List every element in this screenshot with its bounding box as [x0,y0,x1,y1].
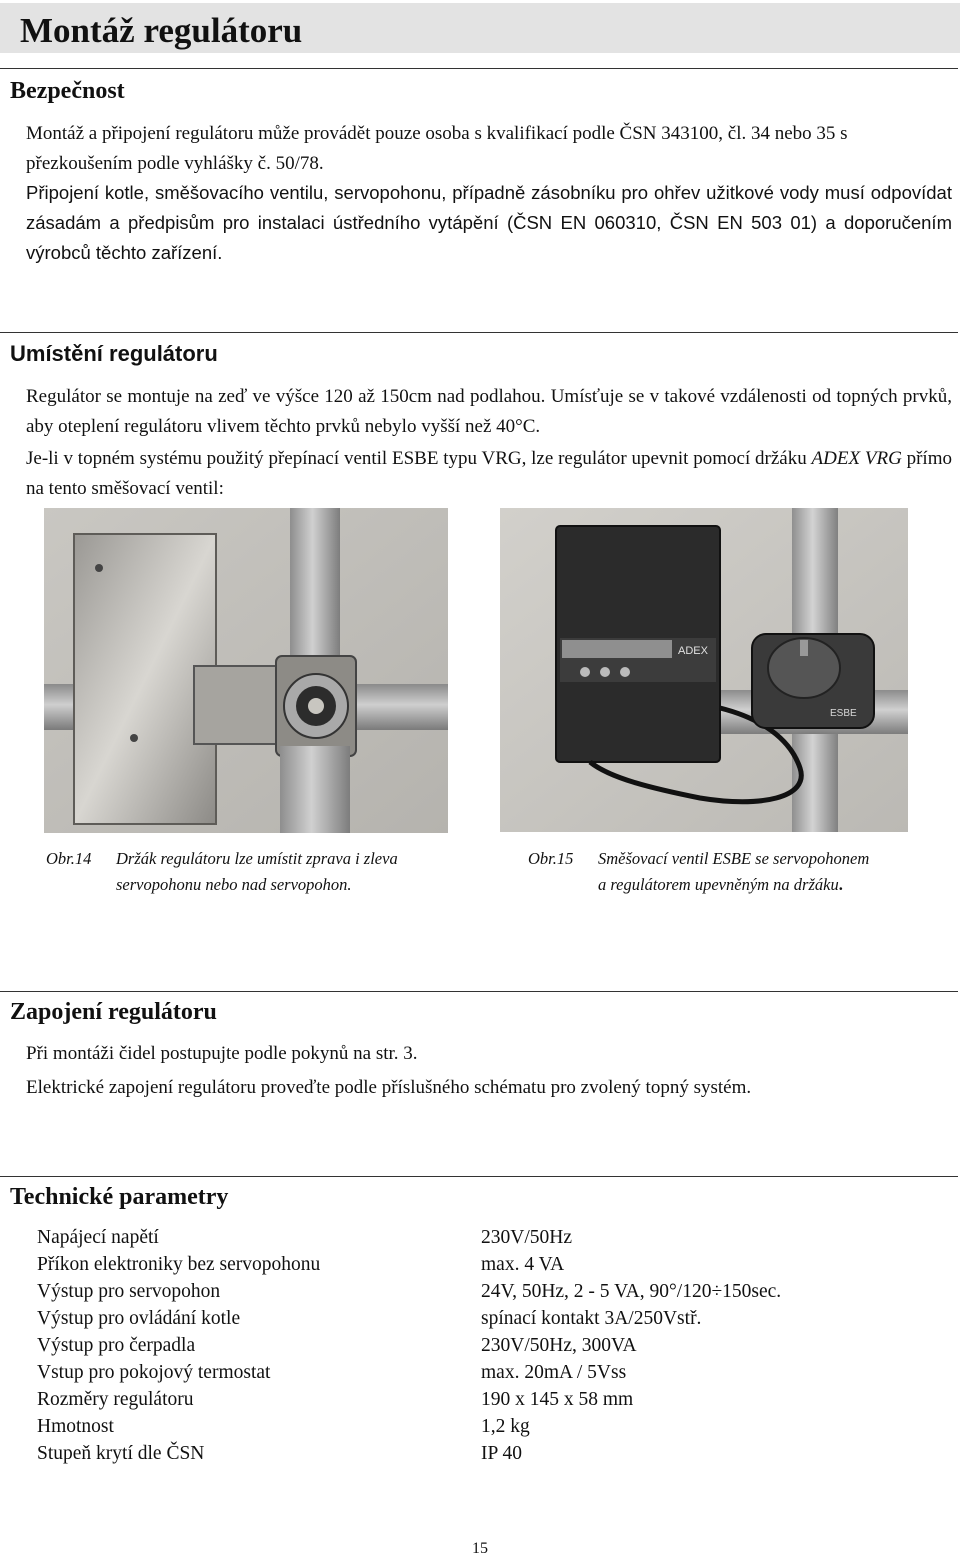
section-divider [0,332,958,333]
parameter-name: Rozměry regulátoru [37,1389,194,1410]
figure-15-caption [528,846,948,898]
parameter-row [37,1251,917,1278]
bracket-photo [44,508,448,833]
figure-14-line-1: Držák regulátoru lze umístit zprava i zleva [116,849,398,868]
placement-paragraph-1: Regulátor se montuje na zeď ve výšce 120 až 150cm nad podlahou. Umísťuje se v takové vzdálenosti od topných prvků, aby oteplení regulátoru vlivem těchto prvků nebylo vyšší než 40°C. [26,386,952,437]
bracket-model-name: ADEX VRG [811,448,902,469]
parameter-row [37,1359,917,1386]
figure-15-line-2-wrapper [598,872,948,898]
parameter-value: 230V/50Hz [481,1227,572,1248]
controller-photo [500,508,908,832]
parameter-value: max. 20mA / 5Vss [481,1362,627,1383]
parameter-row [37,1386,917,1413]
figure-15-line-2: a regulátorem upevněným na držáku [598,875,839,894]
parameter-value: 1,2 kg [481,1416,530,1437]
heading-tech: Technické parametry [10,1184,229,1210]
parameter-name: Hmotnost [37,1416,114,1437]
parameter-row [37,1413,917,1440]
parameter-value: 24V, 50Hz, 2 - 5 VA, 90°/120÷150sec. [481,1281,782,1302]
parameter-row [37,1305,917,1332]
figure-15-line-2-period: . [838,875,843,894]
section-divider [0,68,958,69]
parameter-value: spínací kontakt 3A/250Vstř. [481,1308,702,1329]
bracket-photo-image [44,508,448,833]
parameter-name: Stupeň krytí dle ČSN [37,1443,205,1464]
controller-photo-image [500,508,908,832]
figure-15-line-1: Směšovací ventil ESBE se servopohonem [598,849,870,868]
section-divider [0,1176,958,1177]
tech-parameters-table [37,1224,917,1467]
parameter-name: Výstup pro čerpadla [37,1335,196,1356]
parameter-row [37,1278,917,1305]
parameter-value: max. 4 VA [481,1254,565,1275]
parameter-value: IP 40 [481,1443,522,1464]
heading-safety: Bezpečnost [10,78,125,104]
safety-paragraph-1: Montáž a připojení regulátoru může provádět pouze osoba s kvalifikací podle ČSN 343100, čl. 34 nebo 35 s přezkoušením podle vyhlášky č. 50/78. [26,123,848,174]
placement-paragraph-2: Je-li v topném systému použitý přepínací ventil ESBE typu VRG, lze regulátor upevnit pomocí držáku ADEX VRG přímo na tento směšovací ventil: [26,448,952,499]
safety-paragraph-2: Připojení kotle, směšovacího ventilu, servopohonu, případně zásobníku pro ohřev užitkové vody musí odpovídat zásadám a předpisům pro instalaci ústředního vytápění (ČSN EN 060310, ČSN EN 503 01) a doporučením výrobců těchto zařízení. [26,182,952,263]
parameter-row [37,1332,917,1359]
parameter-name: Napájecí napětí [37,1227,159,1248]
wiring-paragraph-2: Elektrické zapojení regulátoru proveďte podle příslušného schématu pro zvolený topný systém. [26,1077,752,1098]
parameter-name: Výstup pro servopohon [37,1281,221,1302]
adex-logo: ADEX [678,645,708,657]
figure-15-number: Obr.15 [528,849,574,868]
parameter-row [37,1440,917,1467]
parameter-value: 230V/50Hz, 300VA [481,1335,637,1356]
esbe-logo: ESBE [830,708,857,719]
title-bar [0,3,960,53]
figure-14-number: Obr.14 [46,849,92,868]
parameter-name: Výstup pro ovládání kotle [37,1308,241,1329]
parameter-name: Příkon elektroniky bez servopohonu [37,1254,321,1275]
wiring-paragraph-1: Při montáži čidel postupujte podle pokynů na str. 3. [26,1043,418,1064]
parameter-row [37,1224,917,1251]
page-number: 15 [472,1540,488,1557]
parameter-name: Vstup pro pokojový termostat [37,1362,271,1383]
parameter-value: 190 x 145 x 58 mm [481,1389,634,1410]
figure-14-line-2: servopohonu nebo nad servopohon. [116,875,352,894]
heading-placement: Umístění regulátoru [10,341,218,366]
figure-14-caption [46,846,466,898]
page-title: Montáž regulátoru [20,11,303,50]
section-divider [0,991,958,992]
heading-wiring: Zapojení regulátoru [10,999,217,1025]
